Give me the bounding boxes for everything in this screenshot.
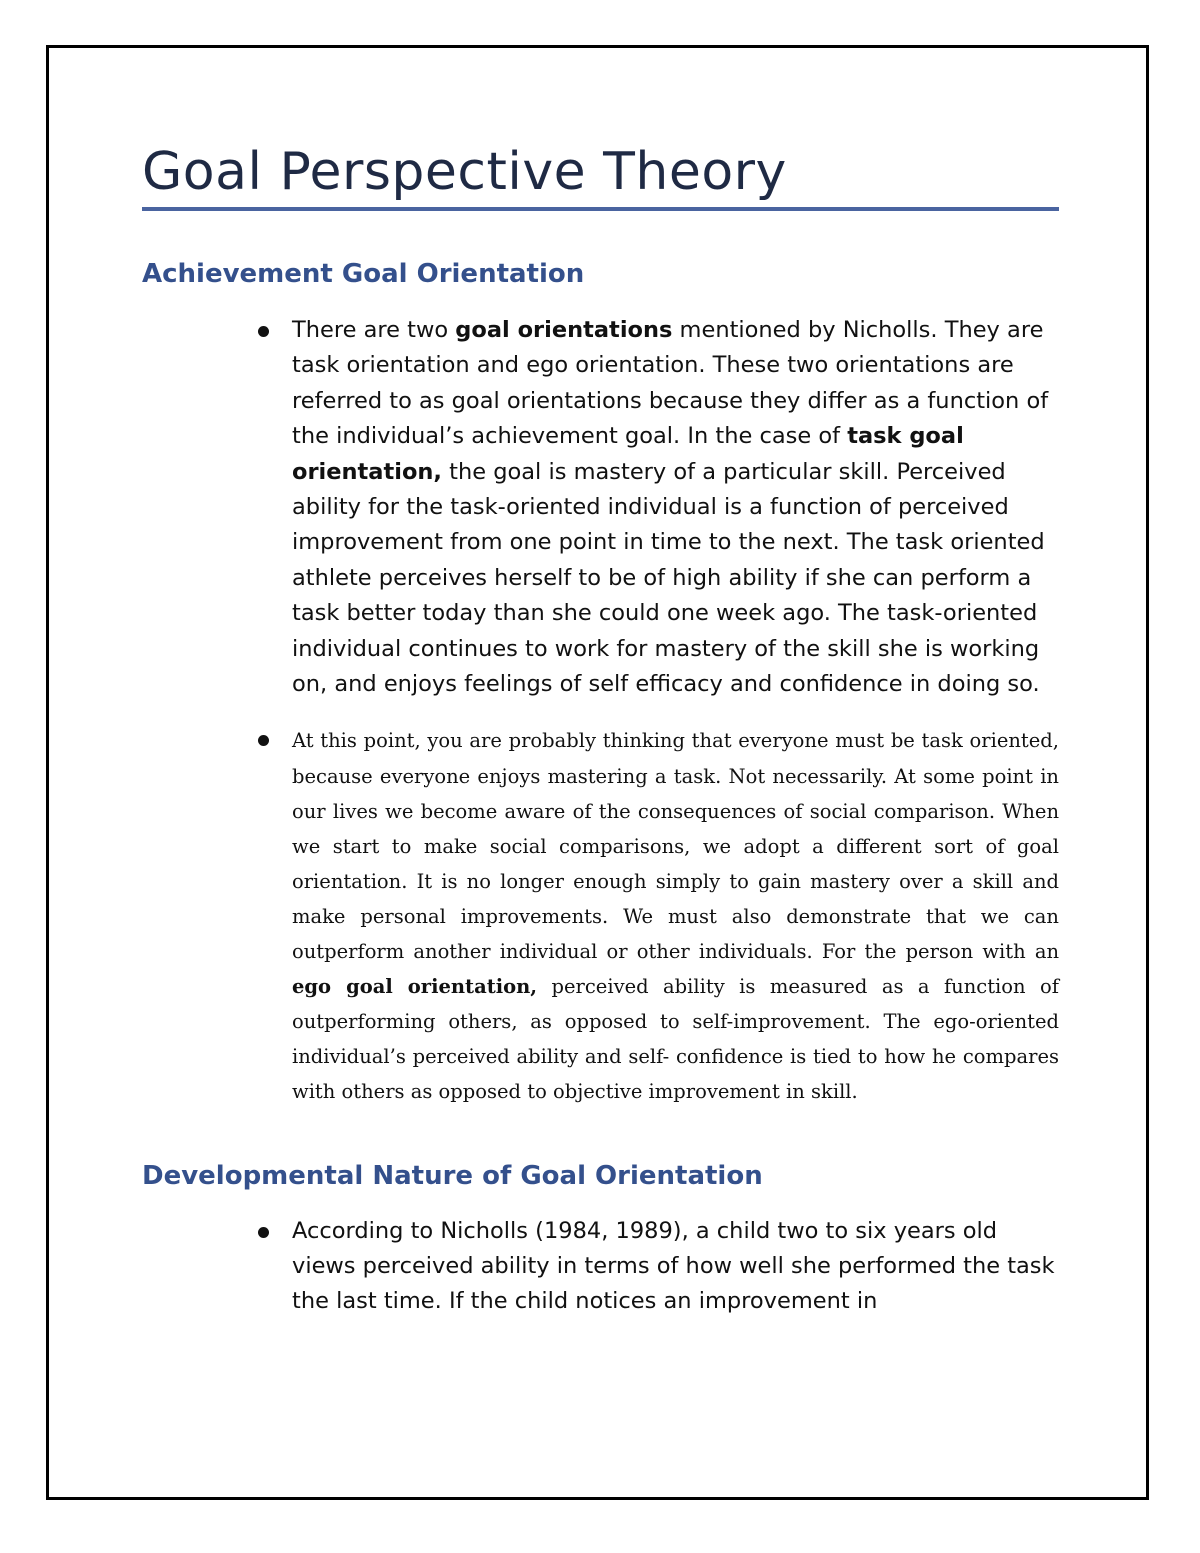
paragraph-text: At this point, you are probably thinking that everyone must be task oriented, because everyone enjoys mastering a task. Not necessarily. At some point in our lives we become aware of the consequences of social comparison. When we start to make social comparisons, we adopt a different sort of goal orientation. It is no longer enough simply to gain mastery over a skill and make personal improvements. We must also demonstrate that we can outperform another individual or other individuals. For the person with an — [292, 729, 1059, 964]
paragraph-text: mentioned by Nicholls. They are task orientation and ego orientation. These two orientations are referred to as goal orientations because they differ as a function of the individual’s achievement goal. In the case of — [292, 317, 1049, 450]
section-heading-achievement-goal-orientation: Achievement Goal Orientation — [142, 259, 585, 289]
list-item — [292, 313, 1059, 702]
bold-term-task-goal-orientation: task goal orientation, — [292, 423, 964, 485]
bullet-dot-icon — [258, 1227, 269, 1238]
list-item — [292, 1214, 1059, 1320]
bullet-list-developmental — [142, 1214, 1059, 1320]
section-heading-developmental-nature: Developmental Nature of Goal Orientation — [142, 1160, 763, 1191]
bullet-dot-icon — [258, 735, 269, 746]
title-underline-rule — [142, 207, 1059, 211]
bullet-list-achievement — [142, 313, 1059, 1110]
paragraph-text: There are two — [292, 317, 456, 343]
paragraph-text: According to Nicholls (1984, 1989), a child two to six years old views perceived ability in terms of how well she performed the task the last time. If the child notices an improvement in — [292, 1217, 1055, 1315]
paragraph-text: the goal is mastery of a particular skill. Perceived ability for the task-oriented individual is a function of perceived improvement from one point in time to the next. The task oriented athlete perceives herself to be of high ability if she can perform a task better today than she could one week ago. The task-oriented individual continues to work for mastery of the skill she is working on, and enjoys feelings of self efficacy and confidence in doing so. — [292, 458, 1045, 698]
document-title: Goal Perspective Theory — [142, 142, 787, 202]
bullet-dot-icon — [258, 326, 269, 337]
list-item — [292, 723, 1059, 1109]
bold-term-ego-goal-orientation: ego goal orientation, — [292, 975, 538, 999]
document-body — [142, 140, 1059, 1320]
paragraph-text: perceived ability is measured as a function of outperforming others, as opposed to self-improvement. The ego-oriented individual’s perceived ability and self- confidence is tied to how he compares with others as opposed to objective improvement in skill. — [292, 975, 1059, 1104]
bold-term-goal-orientations: goal orientations — [455, 317, 673, 343]
